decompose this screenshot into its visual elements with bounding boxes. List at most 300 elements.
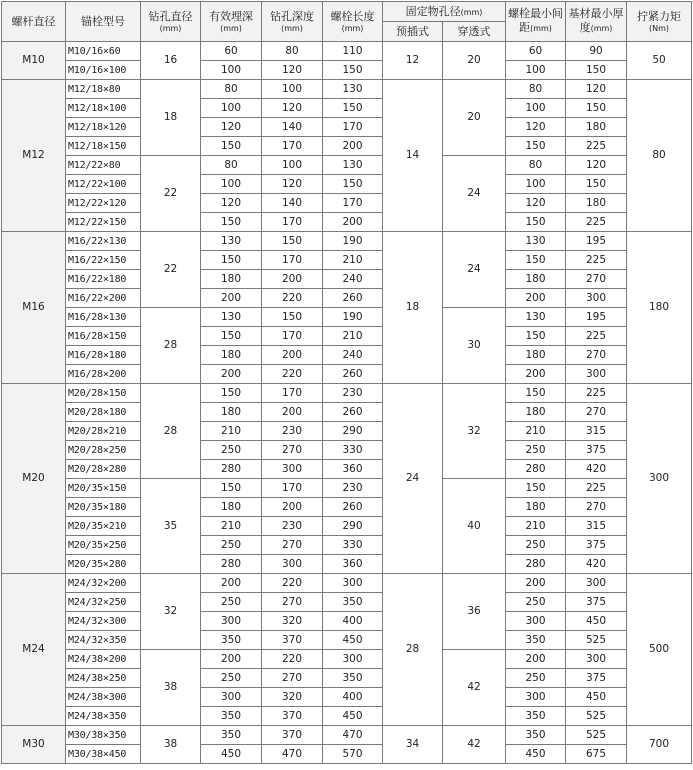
min-thickness-cell: 525 — [566, 631, 627, 650]
min-thickness-cell: 315 — [566, 517, 627, 536]
bolt-length-cell: 450 — [323, 631, 383, 650]
effective-depth-cell: 210 — [201, 422, 262, 441]
drill-depth-cell: 300 — [262, 555, 323, 574]
anchor-model-cell: M20/35×250 — [66, 536, 141, 555]
anchor-model-cell: M12/18×120 — [66, 118, 141, 137]
min-spacing-cell: 100 — [506, 175, 566, 194]
table-row — [2, 156, 692, 175]
table-row — [2, 517, 692, 536]
bolt-length-cell: 260 — [323, 365, 383, 384]
table-row — [2, 80, 692, 99]
min-thickness-cell: 120 — [566, 156, 627, 175]
min-thickness-cell: 450 — [566, 688, 627, 707]
anchor-spec-table — [1, 1, 692, 764]
drill-depth-cell: 230 — [262, 422, 323, 441]
min-thickness-cell: 270 — [566, 270, 627, 289]
table-row — [2, 707, 692, 726]
bolt-length-cell: 230 — [323, 384, 383, 403]
drill-depth-cell: 220 — [262, 574, 323, 593]
torque-cell: 500 — [627, 574, 692, 726]
bolt-length-cell: 110 — [323, 42, 383, 61]
table-row — [2, 726, 692, 745]
bolt-length-cell: 360 — [323, 555, 383, 574]
bolt-length-cell: 190 — [323, 232, 383, 251]
torque-cell: 300 — [627, 384, 692, 574]
min-thickness-cell: 225 — [566, 327, 627, 346]
table-row — [2, 574, 692, 593]
min-spacing-cell: 150 — [506, 213, 566, 232]
bolt-length-cell: 290 — [323, 517, 383, 536]
anchor-model-cell: M24/32×350 — [66, 631, 141, 650]
preset-hole-cell: 14 — [383, 80, 443, 232]
table-row — [2, 346, 692, 365]
preset-hole-cell: 24 — [383, 384, 443, 574]
effective-depth-cell: 60 — [201, 42, 262, 61]
effective-depth-cell: 350 — [201, 631, 262, 650]
min-thickness-cell: 300 — [566, 289, 627, 308]
effective-depth-cell: 180 — [201, 498, 262, 517]
min-spacing-cell: 130 — [506, 232, 566, 251]
min-thickness-cell: 225 — [566, 213, 627, 232]
table-row — [2, 327, 692, 346]
min-thickness-cell: 525 — [566, 707, 627, 726]
drill-depth-cell: 230 — [262, 517, 323, 536]
min-spacing-cell: 280 — [506, 460, 566, 479]
anchor-model-cell: M20/35×210 — [66, 517, 141, 536]
min-spacing-cell: 120 — [506, 118, 566, 137]
min-thickness-cell: 225 — [566, 384, 627, 403]
header-bolt-length: 螺栓长度 (mm) — [323, 2, 383, 42]
drill-depth-cell: 220 — [262, 365, 323, 384]
effective-depth-cell: 200 — [201, 650, 262, 669]
bolt-length-cell: 150 — [323, 175, 383, 194]
anchor-model-cell: M12/18×80 — [66, 80, 141, 99]
header-fixture-hole: 固定物孔径(mm) — [383, 2, 506, 22]
min-spacing-cell: 350 — [506, 631, 566, 650]
header-preset: 预插式 — [383, 22, 443, 42]
drill-depth-cell: 170 — [262, 251, 323, 270]
min-spacing-cell: 60 — [506, 42, 566, 61]
min-spacing-cell: 80 — [506, 80, 566, 99]
min-spacing-cell: 300 — [506, 612, 566, 631]
effective-depth-cell: 300 — [201, 612, 262, 631]
drill-diameter-cell: 18 — [141, 80, 201, 156]
bolt-length-cell: 210 — [323, 327, 383, 346]
bolt-length-cell: 260 — [323, 498, 383, 517]
preset-hole-cell: 28 — [383, 574, 443, 726]
min-thickness-cell: 225 — [566, 137, 627, 156]
anchor-model-cell: M24/32×250 — [66, 593, 141, 612]
table-row — [2, 422, 692, 441]
min-thickness-cell: 420 — [566, 555, 627, 574]
min-spacing-cell: 130 — [506, 308, 566, 327]
anchor-model-cell: M24/38×300 — [66, 688, 141, 707]
bolt-length-cell: 260 — [323, 403, 383, 422]
through-hole-cell: 20 — [443, 80, 506, 156]
bolt-length-cell: 400 — [323, 688, 383, 707]
bolt-length-cell: 400 — [323, 612, 383, 631]
min-thickness-cell: 375 — [566, 669, 627, 688]
min-spacing-cell: 150 — [506, 137, 566, 156]
drill-depth-cell: 170 — [262, 479, 323, 498]
effective-depth-cell: 100 — [201, 99, 262, 118]
effective-depth-cell: 150 — [201, 384, 262, 403]
bolt-length-cell: 290 — [323, 422, 383, 441]
min-thickness-cell: 675 — [566, 745, 627, 764]
effective-depth-cell: 250 — [201, 593, 262, 612]
anchor-model-cell: M16/22×180 — [66, 270, 141, 289]
anchor-model-cell: M30/38×450 — [66, 745, 141, 764]
effective-depth-cell: 130 — [201, 308, 262, 327]
anchor-model-cell: M24/32×200 — [66, 574, 141, 593]
anchor-model-cell: M20/35×180 — [66, 498, 141, 517]
effective-depth-cell: 210 — [201, 517, 262, 536]
drill-depth-cell: 150 — [262, 308, 323, 327]
min-spacing-cell: 150 — [506, 384, 566, 403]
effective-depth-cell: 150 — [201, 251, 262, 270]
effective-depth-cell: 120 — [201, 118, 262, 137]
anchor-model-cell: M12/22×120 — [66, 194, 141, 213]
bolt-length-cell: 570 — [323, 745, 383, 764]
table-row — [2, 403, 692, 422]
drill-depth-cell: 140 — [262, 118, 323, 137]
table-row — [2, 99, 692, 118]
bolt-diameter-cell: M10 — [2, 42, 66, 80]
bolt-length-cell: 230 — [323, 479, 383, 498]
through-hole-cell: 42 — [443, 726, 506, 764]
min-spacing-cell: 150 — [506, 479, 566, 498]
table-row — [2, 555, 692, 574]
drill-depth-cell: 170 — [262, 137, 323, 156]
min-thickness-cell: 270 — [566, 346, 627, 365]
min-thickness-cell: 525 — [566, 726, 627, 745]
drill-depth-cell: 170 — [262, 213, 323, 232]
effective-depth-cell: 350 — [201, 726, 262, 745]
min-thickness-cell: 225 — [566, 251, 627, 270]
effective-depth-cell: 180 — [201, 270, 262, 289]
anchor-model-cell: M10/16×100 — [66, 61, 141, 80]
min-thickness-cell: 195 — [566, 308, 627, 327]
through-hole-cell: 40 — [443, 479, 506, 574]
bolt-length-cell: 240 — [323, 346, 383, 365]
drill-depth-cell: 370 — [262, 631, 323, 650]
table-row — [2, 745, 692, 764]
header-drill-depth: 钻孔深度 (mm) — [262, 2, 323, 42]
drill-depth-cell: 320 — [262, 612, 323, 631]
preset-hole-cell: 34 — [383, 726, 443, 764]
min-spacing-cell: 80 — [506, 156, 566, 175]
table-row — [2, 61, 692, 80]
min-spacing-cell: 250 — [506, 669, 566, 688]
bolt-length-cell: 300 — [323, 574, 383, 593]
header-anchor-model: 锚栓型号 — [66, 2, 141, 42]
effective-depth-cell: 100 — [201, 175, 262, 194]
min-thickness-cell: 90 — [566, 42, 627, 61]
min-spacing-cell: 200 — [506, 574, 566, 593]
table-row — [2, 593, 692, 612]
drill-depth-cell: 270 — [262, 669, 323, 688]
bolt-length-cell: 350 — [323, 669, 383, 688]
table-header — [2, 2, 692, 42]
anchor-model-cell: M16/22×200 — [66, 289, 141, 308]
anchor-model-cell: M12/22×100 — [66, 175, 141, 194]
table-row — [2, 194, 692, 213]
min-spacing-cell: 180 — [506, 270, 566, 289]
bolt-length-cell: 360 — [323, 460, 383, 479]
drill-diameter-cell: 38 — [141, 726, 201, 764]
drill-depth-cell: 200 — [262, 346, 323, 365]
min-thickness-cell: 195 — [566, 232, 627, 251]
drill-depth-cell: 270 — [262, 536, 323, 555]
drill-depth-cell: 370 — [262, 707, 323, 726]
anchor-model-cell: M12/22×150 — [66, 213, 141, 232]
anchor-model-cell: M20/28×280 — [66, 460, 141, 479]
min-spacing-cell: 250 — [506, 536, 566, 555]
anchor-model-cell: M16/22×130 — [66, 232, 141, 251]
table-row — [2, 669, 692, 688]
drill-depth-cell: 100 — [262, 80, 323, 99]
min-spacing-cell: 300 — [506, 688, 566, 707]
min-thickness-cell: 375 — [566, 441, 627, 460]
table-row — [2, 118, 692, 137]
min-thickness-cell: 300 — [566, 365, 627, 384]
anchor-model-cell: M24/38×350 — [66, 707, 141, 726]
min-spacing-cell: 180 — [506, 403, 566, 422]
table-row — [2, 308, 692, 327]
through-hole-cell: 24 — [443, 156, 506, 232]
anchor-model-cell: M24/32×300 — [66, 612, 141, 631]
effective-depth-cell: 300 — [201, 688, 262, 707]
through-hole-cell: 30 — [443, 308, 506, 384]
anchor-model-cell: M24/38×200 — [66, 650, 141, 669]
anchor-model-cell: M12/18×100 — [66, 99, 141, 118]
min-thickness-cell: 450 — [566, 612, 627, 631]
min-spacing-cell: 150 — [506, 251, 566, 270]
min-thickness-cell: 420 — [566, 460, 627, 479]
table-row — [2, 289, 692, 308]
bolt-diameter-cell: M12 — [2, 80, 66, 232]
min-spacing-cell: 350 — [506, 707, 566, 726]
min-thickness-cell: 180 — [566, 118, 627, 137]
min-thickness-cell: 375 — [566, 536, 627, 555]
effective-depth-cell: 150 — [201, 479, 262, 498]
drill-depth-cell: 80 — [262, 42, 323, 61]
drill-diameter-cell: 22 — [141, 156, 201, 232]
header-torque: 拧紧力矩 (Nm) — [627, 2, 692, 42]
bolt-length-cell: 200 — [323, 137, 383, 156]
min-spacing-cell: 250 — [506, 593, 566, 612]
through-hole-cell: 32 — [443, 384, 506, 479]
min-spacing-cell: 200 — [506, 289, 566, 308]
min-thickness-cell: 300 — [566, 574, 627, 593]
bolt-diameter-cell: M16 — [2, 232, 66, 384]
min-thickness-cell: 225 — [566, 479, 627, 498]
effective-depth-cell: 180 — [201, 403, 262, 422]
anchor-model-cell: M20/28×210 — [66, 422, 141, 441]
min-thickness-cell: 270 — [566, 498, 627, 517]
table-row — [2, 536, 692, 555]
effective-depth-cell: 200 — [201, 574, 262, 593]
table-row — [2, 384, 692, 403]
anchor-model-cell: M10/16×60 — [66, 42, 141, 61]
drill-depth-cell: 370 — [262, 726, 323, 745]
through-hole-cell: 24 — [443, 232, 506, 308]
effective-depth-cell: 200 — [201, 365, 262, 384]
min-spacing-cell: 210 — [506, 517, 566, 536]
anchor-model-cell: M12/18×150 — [66, 137, 141, 156]
drill-depth-cell: 120 — [262, 99, 323, 118]
min-spacing-cell: 100 — [506, 99, 566, 118]
table-row — [2, 213, 692, 232]
min-spacing-cell: 210 — [506, 422, 566, 441]
header-drill-diameter: 钻孔直径 (mm) — [141, 2, 201, 42]
min-thickness-cell: 150 — [566, 61, 627, 80]
through-hole-cell: 36 — [443, 574, 506, 650]
effective-depth-cell: 280 — [201, 460, 262, 479]
bolt-length-cell: 330 — [323, 441, 383, 460]
min-spacing-cell: 200 — [506, 650, 566, 669]
drill-depth-cell: 220 — [262, 650, 323, 669]
table-row — [2, 498, 692, 517]
table-row — [2, 479, 692, 498]
anchor-model-cell: M24/38×250 — [66, 669, 141, 688]
table-row — [2, 441, 692, 460]
preset-hole-cell: 12 — [383, 42, 443, 80]
spec-table-wrapper — [1, 1, 692, 764]
table-row — [2, 460, 692, 479]
effective-depth-cell: 450 — [201, 745, 262, 764]
bolt-length-cell: 150 — [323, 61, 383, 80]
bolt-length-cell: 330 — [323, 536, 383, 555]
anchor-model-cell: M20/28×180 — [66, 403, 141, 422]
min-spacing-cell: 200 — [506, 365, 566, 384]
bolt-length-cell: 200 — [323, 213, 383, 232]
effective-depth-cell: 150 — [201, 137, 262, 156]
anchor-model-cell: M16/28×130 — [66, 308, 141, 327]
drill-depth-cell: 200 — [262, 498, 323, 517]
min-spacing-cell: 120 — [506, 194, 566, 213]
bolt-length-cell: 150 — [323, 99, 383, 118]
drill-depth-cell: 220 — [262, 289, 323, 308]
min-thickness-cell: 180 — [566, 194, 627, 213]
drill-diameter-cell: 28 — [141, 308, 201, 384]
min-thickness-cell: 150 — [566, 175, 627, 194]
anchor-model-cell: M20/35×150 — [66, 479, 141, 498]
drill-depth-cell: 120 — [262, 61, 323, 80]
table-row — [2, 631, 692, 650]
bolt-length-cell: 170 — [323, 194, 383, 213]
table-row — [2, 688, 692, 707]
drill-depth-cell: 270 — [262, 441, 323, 460]
anchor-model-cell: M20/28×250 — [66, 441, 141, 460]
min-spacing-cell: 150 — [506, 327, 566, 346]
min-thickness-cell: 150 — [566, 99, 627, 118]
bolt-length-cell: 170 — [323, 118, 383, 137]
drill-depth-cell: 270 — [262, 593, 323, 612]
table-row — [2, 612, 692, 631]
effective-depth-cell: 180 — [201, 346, 262, 365]
drill-depth-cell: 300 — [262, 460, 323, 479]
min-spacing-cell: 280 — [506, 555, 566, 574]
bolt-diameter-cell: M24 — [2, 574, 66, 726]
effective-depth-cell: 150 — [201, 327, 262, 346]
anchor-model-cell: M30/38×350 — [66, 726, 141, 745]
table-row — [2, 175, 692, 194]
effective-depth-cell: 80 — [201, 80, 262, 99]
drill-depth-cell: 470 — [262, 745, 323, 764]
table-row — [2, 137, 692, 156]
table-row — [2, 270, 692, 289]
header-min-spacing: 螺栓最小间距(mm) — [506, 2, 566, 42]
min-thickness-cell: 270 — [566, 403, 627, 422]
anchor-model-cell: M16/22×150 — [66, 251, 141, 270]
torque-cell: 80 — [627, 80, 692, 232]
drill-depth-cell: 320 — [262, 688, 323, 707]
drill-diameter-cell: 38 — [141, 650, 201, 726]
bolt-length-cell: 190 — [323, 308, 383, 327]
drill-depth-cell: 170 — [262, 384, 323, 403]
torque-cell: 700 — [627, 726, 692, 764]
effective-depth-cell: 150 — [201, 213, 262, 232]
header-min-thickness: 基材最小厚度(mm) — [566, 2, 627, 42]
header-through: 穿透式 — [443, 22, 506, 42]
table-row — [2, 650, 692, 669]
anchor-model-cell: M12/22×80 — [66, 156, 141, 175]
bolt-length-cell: 470 — [323, 726, 383, 745]
min-thickness-cell: 375 — [566, 593, 627, 612]
drill-depth-cell: 120 — [262, 175, 323, 194]
drill-depth-cell: 100 — [262, 156, 323, 175]
bolt-diameter-cell: M30 — [2, 726, 66, 764]
table-row — [2, 232, 692, 251]
effective-depth-cell: 250 — [201, 441, 262, 460]
effective-depth-cell: 250 — [201, 669, 262, 688]
bolt-length-cell: 260 — [323, 289, 383, 308]
bolt-length-cell: 210 — [323, 251, 383, 270]
effective-depth-cell: 200 — [201, 289, 262, 308]
drill-diameter-cell: 32 — [141, 574, 201, 650]
effective-depth-cell: 100 — [201, 61, 262, 80]
drill-depth-cell: 170 — [262, 327, 323, 346]
effective-depth-cell: 120 — [201, 194, 262, 213]
effective-depth-cell: 130 — [201, 232, 262, 251]
bolt-length-cell: 350 — [323, 593, 383, 612]
drill-depth-cell: 200 — [262, 403, 323, 422]
drill-depth-cell: 200 — [262, 270, 323, 289]
drill-depth-cell: 140 — [262, 194, 323, 213]
effective-depth-cell: 280 — [201, 555, 262, 574]
anchor-model-cell: M16/28×150 — [66, 327, 141, 346]
table-body — [2, 42, 692, 764]
min-spacing-cell: 180 — [506, 498, 566, 517]
drill-diameter-cell: 28 — [141, 384, 201, 479]
torque-cell: 50 — [627, 42, 692, 80]
bolt-length-cell: 450 — [323, 707, 383, 726]
anchor-model-cell: M20/28×150 — [66, 384, 141, 403]
anchor-model-cell: M20/35×280 — [66, 555, 141, 574]
effective-depth-cell: 80 — [201, 156, 262, 175]
header-effective-depth: 有效埋深 (mm) — [201, 2, 262, 42]
drill-diameter-cell: 16 — [141, 42, 201, 80]
through-hole-cell: 20 — [443, 42, 506, 80]
drill-depth-cell: 150 — [262, 232, 323, 251]
anchor-model-cell: M16/28×180 — [66, 346, 141, 365]
min-spacing-cell: 350 — [506, 726, 566, 745]
min-thickness-cell: 120 — [566, 80, 627, 99]
min-spacing-cell: 450 — [506, 745, 566, 764]
bolt-length-cell: 300 — [323, 650, 383, 669]
table-row — [2, 42, 692, 61]
